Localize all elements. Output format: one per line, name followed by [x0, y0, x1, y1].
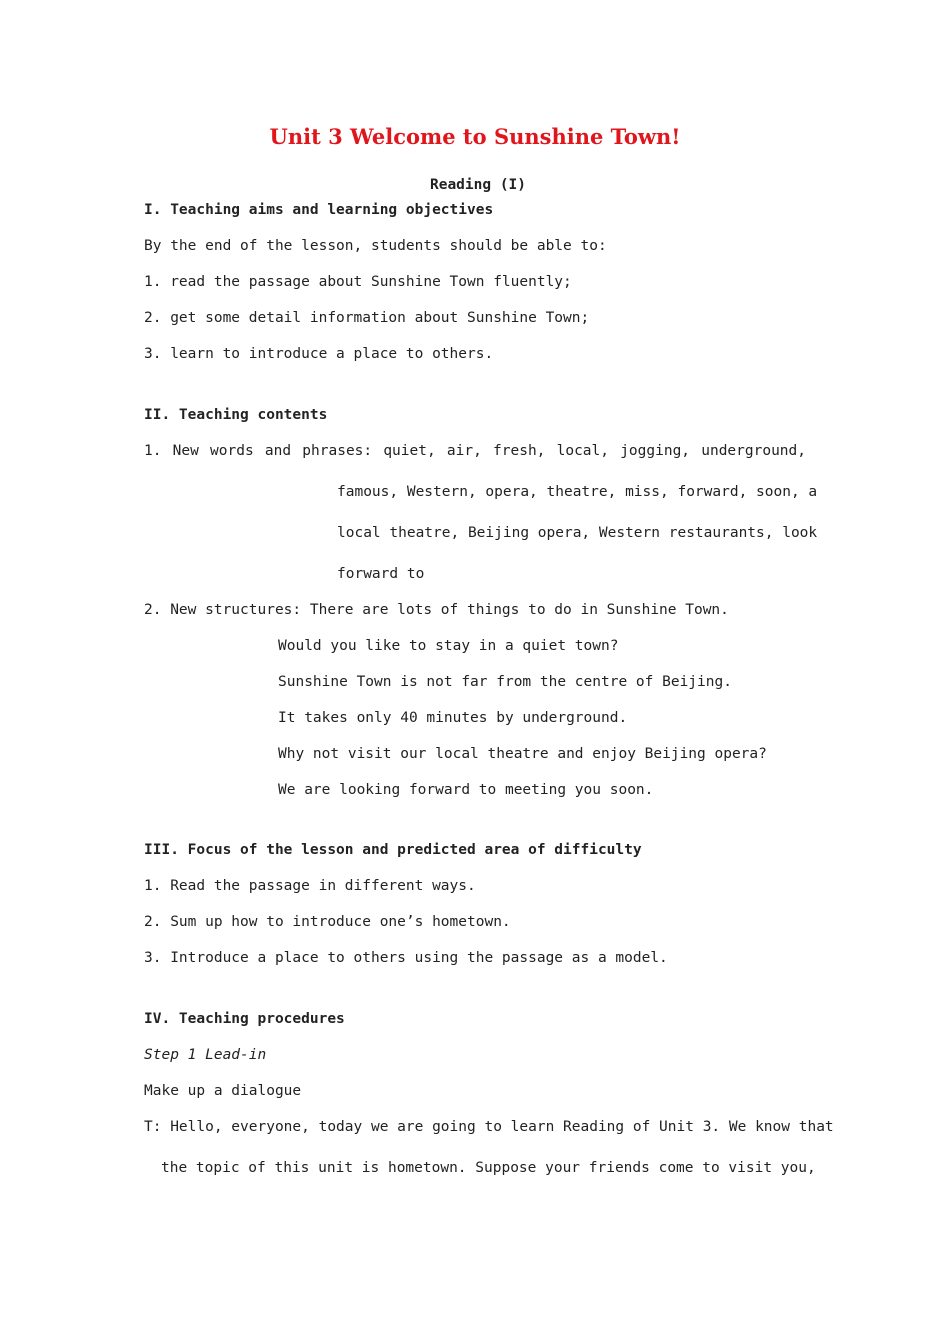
new-words-line: local theatre, Beijing opera, Western restaurants, look	[337, 525, 818, 541]
structure-item: Why not visit our local theatre and enjoy Beijing opera?	[278, 746, 767, 762]
new-words-line: forward to	[337, 566, 425, 582]
paragraph-line: T: Hello, everyone, today we are going to learn Reading of Unit 3. We know that	[144, 1119, 834, 1135]
new-words-line: famous, Western, opera, theatre, miss, forward, soon, a	[337, 484, 818, 500]
structure-item: It takes only 40 minutes by underground.	[278, 710, 628, 726]
section-1-heading: I. Teaching aims and learning objectives	[144, 202, 494, 218]
section-3-heading: III. Focus of the lesson and predicted area of difficulty	[144, 842, 642, 858]
objective-item: 1. read the passage about Sunshine Town fluently;	[144, 274, 572, 290]
step-task: Make up a dialogue	[144, 1083, 302, 1099]
section-1-intro: By the end of the lesson, students should be able to:	[144, 238, 607, 254]
structure-item: We are looking forward to meeting you soon.	[278, 782, 654, 798]
structure-item: Would you like to stay in a quiet town?	[278, 638, 619, 654]
objective-item: 3. learn to introduce a place to others.	[144, 346, 494, 362]
focus-item: 3. Introduce a place to others using the passage as a model.	[144, 950, 668, 966]
document-title: Unit 3 Welcome to Sunshine Town!	[269, 124, 681, 149]
structures-line: 2. New structures: There are lots of things to do in Sunshine Town.	[144, 602, 729, 618]
focus-item: 2. Sum up how to introduce one’s hometown.	[144, 914, 511, 930]
objective-item: 2. get some detail information about Sunshine Town;	[144, 310, 590, 326]
section-2-heading: II. Teaching contents	[144, 407, 328, 423]
focus-item: 1. Read the passage in different ways.	[144, 878, 476, 894]
section-4-heading: IV. Teaching procedures	[144, 1011, 345, 1027]
paragraph-line: the topic of this unit is hometown. Suppose your friends come to visit you,	[161, 1160, 816, 1176]
structure-item: Sunshine Town is not far from the centre of Beijing.	[278, 674, 732, 690]
lesson-subtitle: Reading (I)	[429, 177, 527, 193]
new-words-line: 1. New words and phrases: quiet, air, fresh, local, jogging, underground,	[144, 443, 806, 459]
step-heading: Step 1 Lead-in	[144, 1047, 267, 1063]
